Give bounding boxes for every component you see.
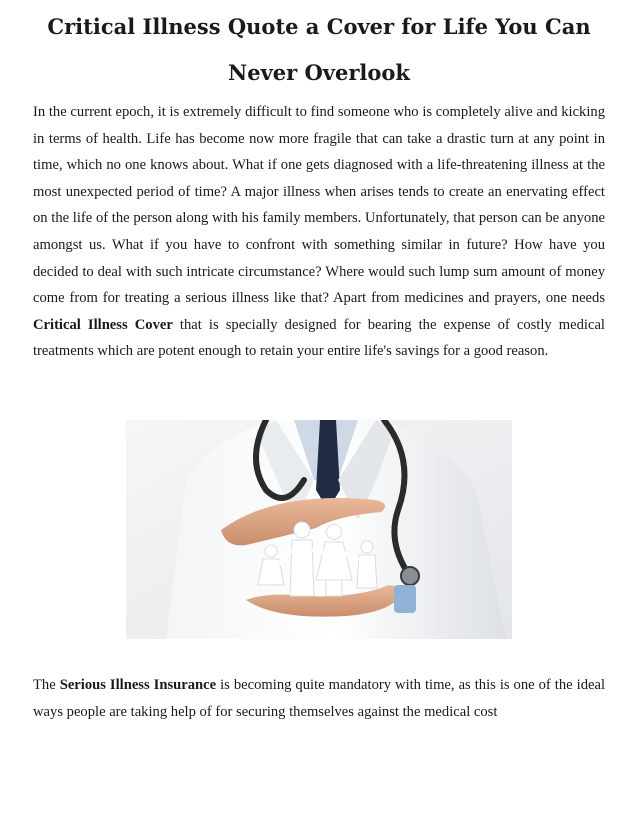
doctor-family-image xyxy=(126,420,512,639)
document-title: Critical Illness Quote a Cover for Life You Can Never Overlook xyxy=(47,14,591,85)
paragraph-text: The xyxy=(33,677,60,693)
second-paragraph xyxy=(33,672,605,725)
bold-term-serious-illness-insurance: Serious Illness Insurance xyxy=(59,677,217,693)
paragraph-text: In the current epoch, it is extremely difficult to find someone who is completely alive and kicking in terms of health. Life has become now more fragile that can take a drastic turn at any point in time, which no one knows about. What if one gets diagnosed with a life-threatening illness at the most unexpected period of time? A major illness when arises tends to create an enervating effect on the life of the person along with his family members. Unfortunately, that person can be anyone amongst us. What if you have to confront with something similar in future? How have you decided to deal with such intricate circumstance? Where would such lump sum amount of money come from for treating a serious illness like that? Apart from medicines and prayers, one needs xyxy=(33,104,605,307)
doctor-protecting-family-illustration xyxy=(126,420,512,639)
bold-term-critical-illness-cover: Critical Illness Cover xyxy=(33,316,173,333)
paragraph-text: is becoming quite mandatory with time, as this is one of the ideal ways people are taking help of for securing themselves against the medical cost xyxy=(33,677,605,720)
intro-paragraph xyxy=(33,99,605,365)
paragraph-text: that is specially designed for bearing the expense of costly medical treatments which are potent enough to retain your entire life's savings for a good reason. xyxy=(33,316,605,360)
